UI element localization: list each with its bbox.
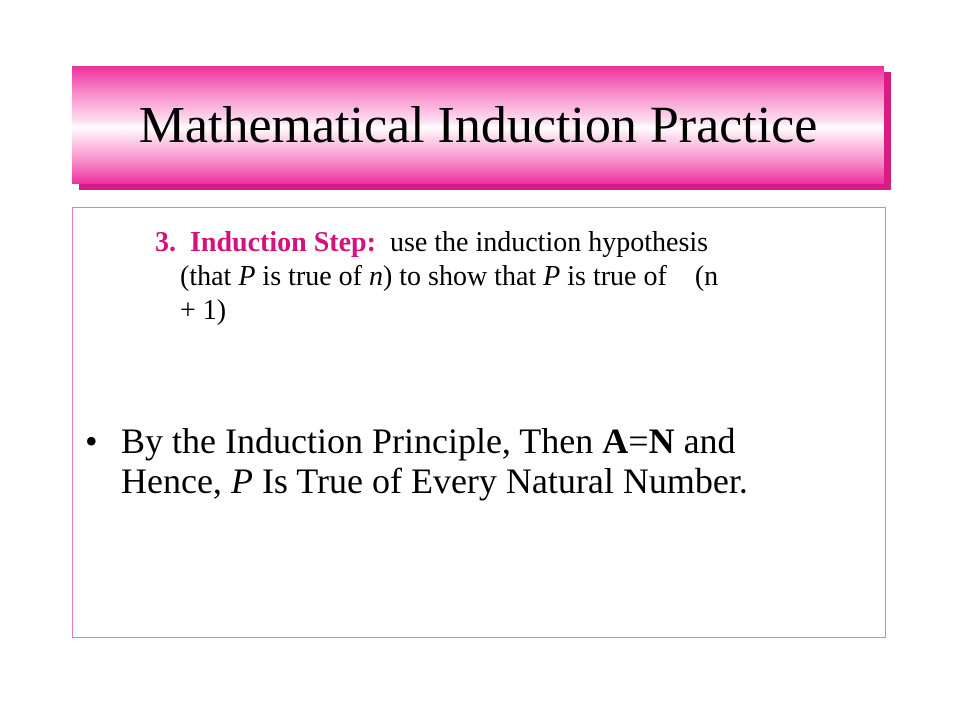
- bullet-text-1a: By the Induction Principle, Then: [121, 421, 603, 461]
- step-line-2: [155, 260, 881, 294]
- bullet-var-P: P: [230, 461, 253, 501]
- bullet-equals: =: [628, 421, 649, 461]
- bullet-line-2: [121, 461, 875, 501]
- step-text-2c: ) to show that: [382, 261, 544, 292]
- bullet-set-A: A: [602, 421, 629, 461]
- step-text-2d: is true of (n: [560, 261, 719, 292]
- bullet-line-1: [121, 421, 875, 461]
- step-text-2b: is true of: [255, 261, 369, 292]
- bullet-text-1b: and: [674, 421, 736, 461]
- bullet-item: [85, 421, 875, 501]
- bullet-text-2a: Hence,: [121, 461, 231, 501]
- step-var-P-2: P: [543, 261, 561, 292]
- content-box: [72, 207, 886, 638]
- step-text-2a: (that: [180, 261, 239, 292]
- induction-step-paragraph: [155, 226, 881, 328]
- step-label: Induction Step:: [190, 227, 376, 258]
- step-line-3: [155, 294, 881, 328]
- bullet-set-N: N: [648, 421, 675, 461]
- step-text-1: use the induction hypothesis: [389, 227, 709, 258]
- step-var-n: n: [368, 261, 383, 292]
- step-var-P: P: [238, 261, 256, 292]
- step-text-3: + 1): [180, 295, 227, 326]
- bullet-text-2b: Is True of Every Natural Number.: [252, 461, 748, 501]
- bullet-icon: •: [85, 421, 98, 461]
- title-banner: [72, 66, 884, 184]
- slide-title: Mathematical Induction Practice: [138, 96, 818, 154]
- bullet-text: [121, 421, 875, 501]
- step-line-1: [155, 226, 881, 260]
- step-number: 3.: [155, 227, 176, 258]
